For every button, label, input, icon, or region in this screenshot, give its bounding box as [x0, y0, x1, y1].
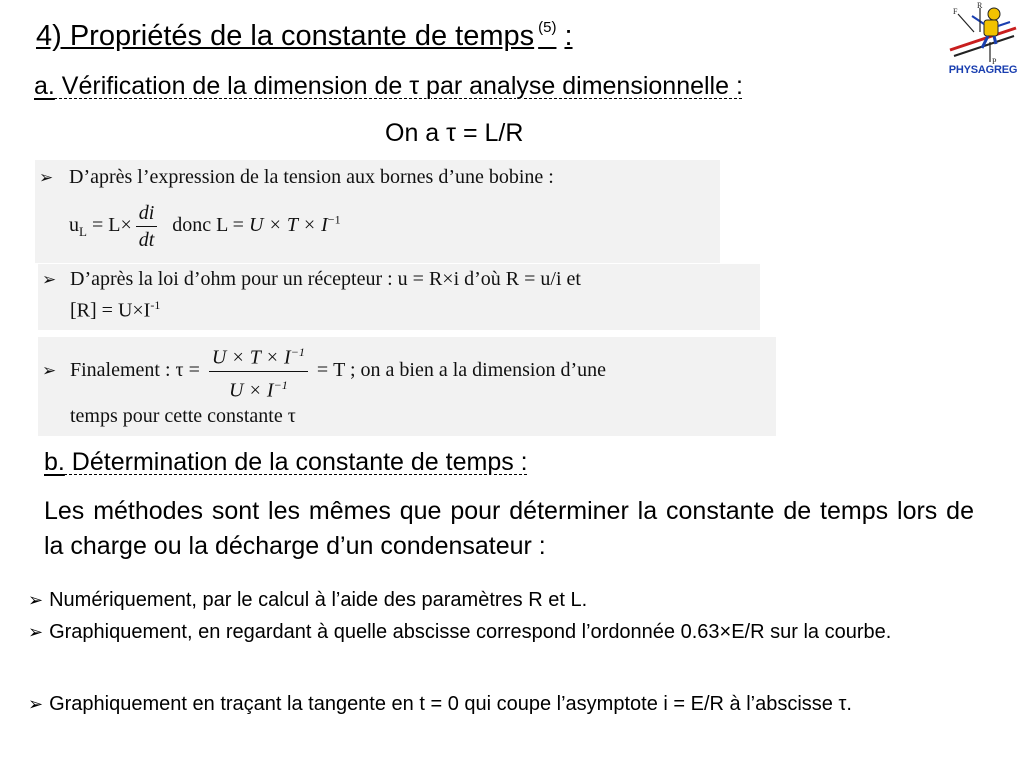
final-result-box: [38, 337, 776, 436]
physagreg-logo: [944, 2, 1022, 80]
tau-relation: On a τ = L/R: [385, 119, 524, 147]
page-title: 4) Propriétés de la constante de temps $^{(5)}$ :: [36, 19, 573, 52]
arrow-bullet-icon: ➢: [42, 361, 57, 380]
arrow-bullet-icon: ➢: [39, 168, 54, 187]
tau-fraction: $\frac{U \times T \times I^{-1}}{U \times I^{-1}}$: [209, 339, 308, 403]
weight-vector-label: P: [992, 57, 997, 66]
section-b-heading: b. Détermination de la constante de temps :: [44, 448, 528, 476]
box3-equation: Finalement : τ = $\frac{U \times T \times I^{-1}}{U \times I^{-1}}$ = T ; on a bien a la dimension d’une: [70, 339, 606, 403]
title-reference: (5): [538, 19, 557, 36]
box2-line2: $[R] = U\times I^{-1}$: [70, 298, 161, 322]
box1-line1: D’après l’expression de la tension aux bornes d’une bobine :: [69, 166, 554, 188]
ohm-law-box: [38, 264, 760, 330]
list-item: ➢ Numériquement, par le calcul à l’aide des paramètres R et L.: [28, 589, 588, 611]
box1-equation: $u_L = L\times$ $\frac{di}{dt}$ donc $L = U \times T \times I^{-1}$: [69, 202, 341, 251]
box2-line1: D’après la loi d’ohm pour un récepteur : u = R×i d’où R = u/i et: [70, 268, 581, 290]
methods-paragraph: Les méthodes sont les mêmes que pour déterminer la constante de temps lors de la charge ou la décharge d’un condensateur :: [44, 497, 974, 560]
arrow-bullet-icon: ➢: [28, 590, 44, 610]
list-item: ➢ Graphiquement, en regardant à quelle abscisse correspond l’ordonnée 0.63×E/R sur la courbe.: [28, 621, 892, 643]
inductance-derivation-box: [35, 160, 720, 263]
arrow-bullet-icon: ➢: [42, 270, 57, 289]
skier-vector-icon: [944, 2, 1022, 66]
box3-line2: temps pour cette constante τ: [70, 405, 296, 427]
force-vector-label: F: [953, 7, 958, 16]
arrow-bullet-icon: ➢: [28, 694, 44, 714]
reaction-vector-label: R: [977, 2, 983, 10]
section-a-heading: a. Vérification de la dimension de τ par analyse dimensionnelle :: [34, 72, 743, 100]
list-item: ➢ Graphiquement en traçant la tangente en t = 0 qui coupe l’asymptote i = E/R à l’abscisse τ.: [28, 693, 852, 715]
arrow-bullet-icon: ➢: [28, 622, 44, 642]
di-dt-fraction: $\frac{di}{dt}$: [136, 200, 158, 253]
logo-text: PHYSAGREG: [948, 64, 1018, 76]
